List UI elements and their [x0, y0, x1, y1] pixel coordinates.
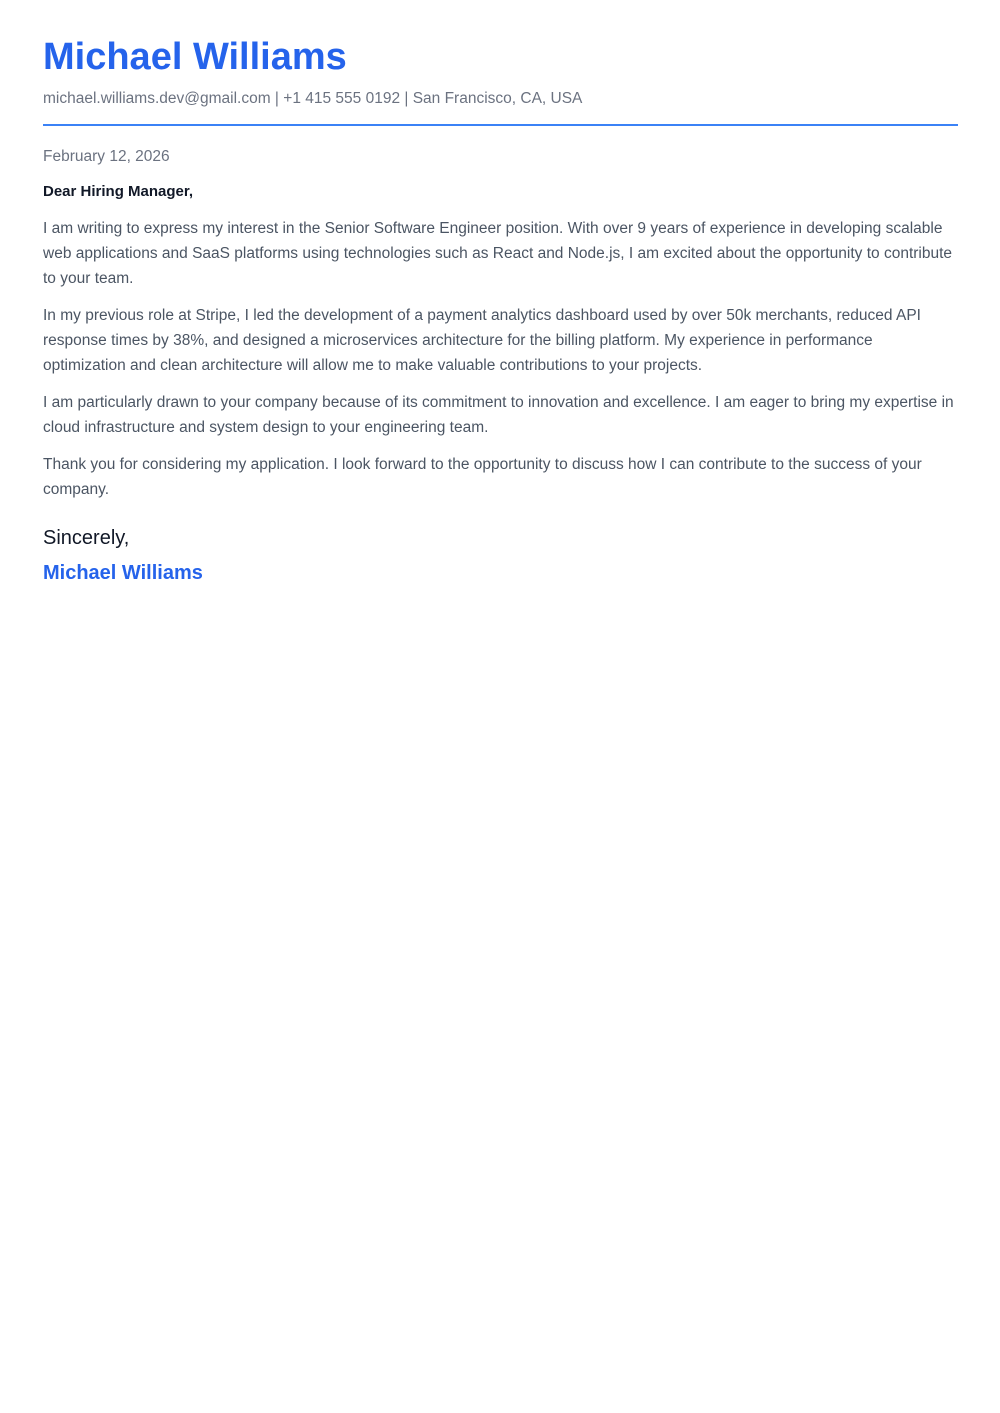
body-paragraph-1: I am writing to express my interest in the Senior Software Engineer position. With over 9 years of experience in developing scalable web applications and SaaS platforms using technologies such as React and Node.js, I am excited about the opportunity to contribute to your team. — [43, 220, 953, 287]
body-paragraph-4: Thank you for considering my application. I look forward to the opportunity to discuss how I can contribute to the success of your company. — [43, 456, 922, 498]
signature-name: Michael Williams — [43, 562, 203, 584]
contact-info: michael.williams.dev@gmail.com | +1 415 555 0192 | San Francisco, CA, USA — [43, 90, 583, 107]
applicant-name: Michael Williams — [43, 36, 347, 78]
salutation: Dear Hiring Manager, — [43, 183, 194, 200]
body-paragraph-2: In my previous role at Stripe, I led the development of a payment analytics dashboard used by over 50k merchants, reduced API response times by 38%, and designed a microservices architecture for the billing platform. My experience in performance optimization and clean architecture will allow me to make valuable contributions to your projects. — [43, 307, 921, 374]
closing: Sincerely, — [43, 527, 130, 549]
body-paragraph-3: I am particularly drawn to your company because of its commitment to innovation and excellence. I am eager to bring my expertise in cloud infrastructure and system design to your engineering team. — [43, 394, 954, 436]
header-divider — [43, 124, 958, 126]
letter-date: February 12, 2026 — [43, 148, 170, 165]
